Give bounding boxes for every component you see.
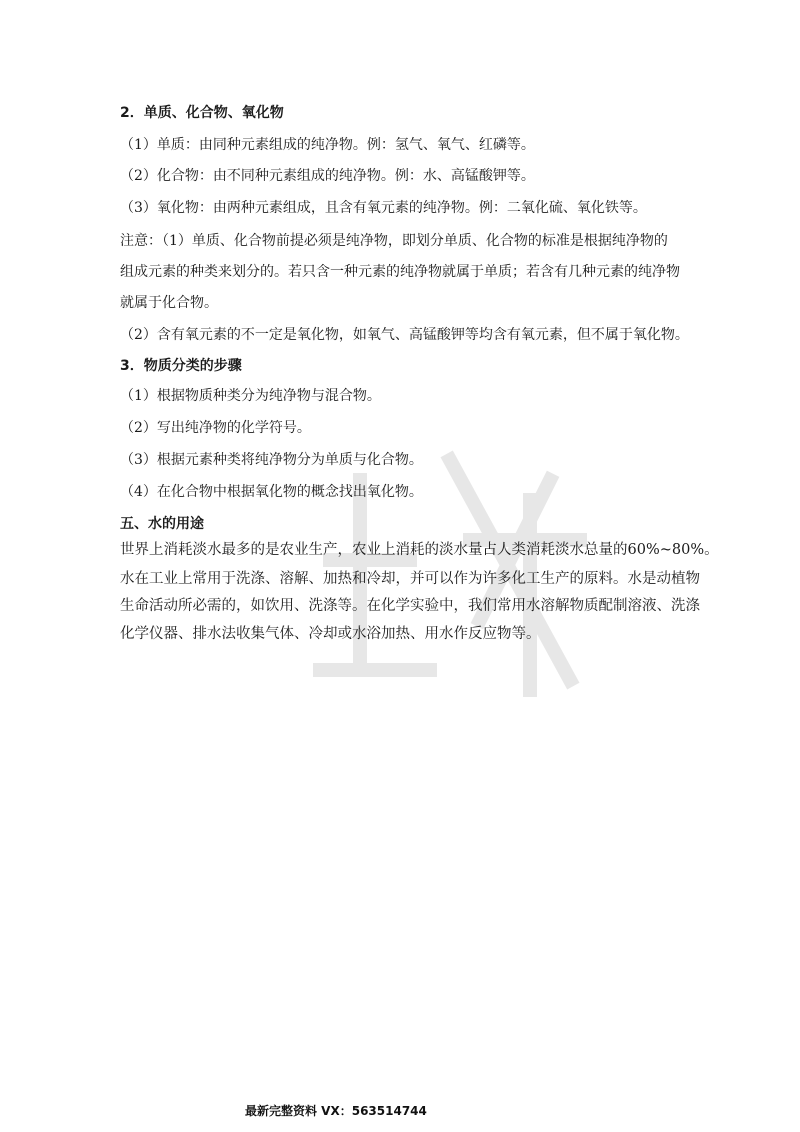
- section-3-item: （3）根据元素种类将纯净物分为单质与化合物。: [120, 452, 423, 468]
- note-line: 注意：（1）单质、化合物前提必须是纯净物，即划分单质、化合物的标准是根据纯净物的: [120, 233, 668, 249]
- section-3-item: （2）写出纯净物的化学符号。: [120, 420, 311, 436]
- section-2-item: （1）单质：由同种元素组成的纯净物。例：氢气、氧气、红磷等。: [120, 137, 535, 153]
- section-5-title: 五、水的用途: [120, 516, 204, 532]
- section-3-title: 3．物质分类的步骤: [120, 358, 242, 374]
- note-line: 组成元素的种类来划分的。若只含一种元素的纯净物就属于单质；若含有几种元素的纯净物: [120, 264, 680, 280]
- footer-contact: 最新完整资料 VX：563514744: [245, 1104, 427, 1118]
- section-3-item: （1）根据物质种类分为纯净物与混合物。: [120, 388, 381, 404]
- paragraph-line: 化学仪器、排水法收集气体、冷却或水浴加热、用水作反应物等。: [120, 626, 541, 642]
- section-2-item: （3）氧化物：由两种元素组成，且含有氧元素的纯净物。例：二氧化硫、氧化铁等。: [120, 200, 647, 216]
- section-2-item: （2）化合物：由不同种元素组成的纯净物。例：水、高锰酸钾等。: [120, 168, 535, 184]
- section-2-title: 2．单质、化合物、氧化物: [120, 105, 284, 121]
- paragraph-line: 世界上消耗淡水最多的是农业生产，农业上消耗的淡水量占人类消耗淡水总量的60%~80%。: [120, 542, 719, 558]
- section-3-item: （4）在化合物中根据氧化物的概念找出氧化物。: [120, 484, 423, 500]
- paragraph-line: 水在工业上常用于洗涤、溶解、加热和冷却，并可以作为许多化工生产的原料。水是动植物: [120, 571, 700, 587]
- note-line: 就属于化合物。: [120, 295, 218, 311]
- note-line: （2）含有氧元素的不一定是氧化物，如氧气、高锰酸钾等均含有氧元素，但不属于氧化物。: [120, 327, 689, 343]
- paragraph-line: 生命活动所必需的，如饮用、洗涤等。在化学实验中，我们常用水溶解物质配制溶液、洗涤: [120, 598, 700, 614]
